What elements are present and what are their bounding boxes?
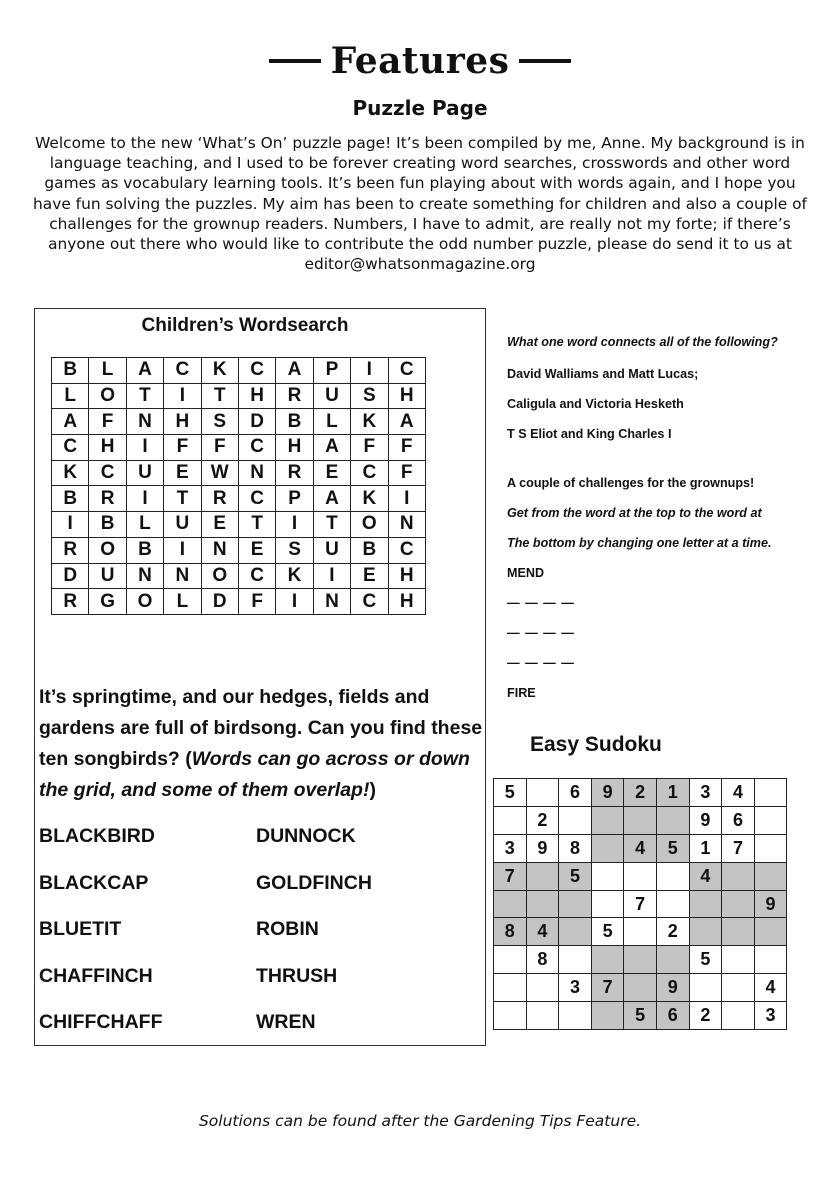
wordsearch-cell[interactable]: C: [238, 486, 275, 512]
wordsearch-cell[interactable]: N: [238, 460, 275, 486]
wordsearch-grid: [51, 357, 426, 615]
wordsearch-cell[interactable]: W: [201, 460, 238, 486]
sudoku-cell[interactable]: [494, 1002, 527, 1030]
sudoku-cell[interactable]: [754, 862, 787, 890]
wordsearch-cell[interactable]: H: [276, 435, 313, 461]
bird-name: DUNNOCK: [256, 825, 356, 847]
wordsearch-cell[interactable]: I: [276, 512, 313, 538]
bird-name: BLUETIT: [39, 918, 122, 940]
wordsearch-cell[interactable]: K: [52, 460, 89, 486]
wordsearch-cell[interactable]: R: [276, 383, 313, 409]
sudoku-cell[interactable]: 4: [754, 974, 787, 1002]
wordsearch-cell[interactable]: N: [126, 563, 163, 589]
sudoku-cell[interactable]: 4: [526, 918, 559, 946]
sudoku-title: Easy Sudoku: [530, 733, 662, 756]
wordsearch-cell[interactable]: B: [52, 358, 89, 384]
wordsearch-cell[interactable]: B: [351, 537, 388, 563]
wordsearch-cell[interactable]: R: [276, 460, 313, 486]
wordsearch-cell[interactable]: C: [388, 537, 425, 563]
sudoku-cell[interactable]: [722, 862, 755, 890]
page-subtitle: Puzzle Page: [352, 96, 488, 120]
wordsearch-cell[interactable]: P: [276, 486, 313, 512]
wordsearch-cell[interactable]: F: [388, 460, 425, 486]
sudoku-row: [494, 862, 787, 890]
instructions-italic: Words can go across or down the grid, and some of them overlap!: [39, 748, 470, 801]
wordsearch-cell[interactable]: F: [201, 435, 238, 461]
sudoku-cell[interactable]: 5: [494, 779, 527, 807]
wordsearch-cell[interactable]: C: [351, 589, 388, 615]
wordsearch-cell[interactable]: I: [126, 486, 163, 512]
ladder-end-word: FIRE: [507, 686, 536, 700]
wordsearch-cell[interactable]: C: [238, 358, 275, 384]
wordsearch-cell[interactable]: E: [238, 537, 275, 563]
sudoku-cell[interactable]: [656, 862, 689, 890]
intro-paragraph: Welcome to the new ‘What’s On’ puzzle page! It’s been compiled by me, Anne. My background is in language teaching, and I used to be forever creating word searches, crosswords and other word games as vocabulary learning tools. It’s been fun playing about with words again, and I hope you have fun solving the puzzles. My aim has been to create something for children and also a couple of challenges for the grownup readers. Numbers, I have to admit, are really not my forte; if there’s anyone out there who would like to contribute the odd number puzzle, please do send it to us at editor@whatsonmagazine.org: [33, 134, 807, 274]
wordsearch-cell[interactable]: N: [388, 512, 425, 538]
ladder-heading: A couple of challenges for the grownups!: [507, 476, 755, 490]
title-rule-right: [519, 59, 571, 63]
wordsearch-cell[interactable]: A: [126, 358, 163, 384]
title-rule-left: [269, 59, 321, 63]
sudoku-cell[interactable]: 9: [591, 779, 624, 807]
wordsearch-row: [52, 460, 426, 486]
wordsearch-cell[interactable]: U: [126, 460, 163, 486]
wordsearch-instructions: [39, 682, 485, 806]
sudoku-cell[interactable]: 2: [656, 918, 689, 946]
wordsearch-cell[interactable]: C: [89, 460, 126, 486]
sudoku-cell[interactable]: [624, 862, 657, 890]
wordsearch-cell[interactable]: N: [201, 537, 238, 563]
wordsearch-cell[interactable]: U: [313, 383, 350, 409]
sudoku-cell[interactable]: 7: [494, 862, 527, 890]
sudoku-cell[interactable]: [722, 974, 755, 1002]
wordsearch-cell[interactable]: C: [238, 435, 275, 461]
wordsearch-row: [52, 512, 426, 538]
sudoku-cell[interactable]: 9: [656, 974, 689, 1002]
sudoku-cell[interactable]: 5: [689, 946, 722, 974]
sudoku-cell[interactable]: [494, 890, 527, 918]
sudoku-cell[interactable]: [754, 946, 787, 974]
sudoku-cell[interactable]: [689, 890, 722, 918]
footer-note: Solutions can be found after the Gardening Tips Feature.: [198, 1112, 642, 1130]
wordsearch-cell[interactable]: T: [201, 383, 238, 409]
ladder-blank: — — — —: [507, 656, 575, 670]
ladder-instruction: Get from the word at the top to the word at: [507, 506, 762, 520]
wordsearch-cell[interactable]: G: [89, 589, 126, 615]
wordsearch-cell[interactable]: U: [89, 563, 126, 589]
wordsearch-cell[interactable]: T: [313, 512, 350, 538]
sudoku-row: [494, 946, 787, 974]
wordsearch-cell[interactable]: I: [351, 358, 388, 384]
sudoku-grid: [493, 778, 787, 1030]
wordsearch-cell[interactable]: F: [164, 435, 201, 461]
wordsearch-cell[interactable]: K: [276, 563, 313, 589]
wordsearch-cell[interactable]: I: [313, 563, 350, 589]
wordsearch-cell[interactable]: N: [313, 589, 350, 615]
wordsearch-cell[interactable]: I: [164, 537, 201, 563]
sudoku-cell[interactable]: [624, 974, 657, 1002]
bird-name: GOLDFINCH: [256, 871, 372, 894]
sudoku-cell[interactable]: [526, 890, 559, 918]
wordsearch-cell[interactable]: A: [276, 358, 313, 384]
wordsearch-cell[interactable]: H: [238, 383, 275, 409]
wordsearch-cell[interactable]: D: [238, 409, 275, 435]
bird-name: THRUSH: [256, 964, 338, 987]
sudoku-cell[interactable]: 4: [689, 862, 722, 890]
wordsearch-cell[interactable]: C: [351, 460, 388, 486]
section-title: [269, 40, 572, 82]
connections-item: T S Eliot and King Charles I: [507, 427, 672, 441]
wordsearch-cell[interactable]: T: [238, 512, 275, 538]
wordsearch-row: [52, 435, 426, 461]
sudoku-cell[interactable]: [591, 862, 624, 890]
wordsearch-cell[interactable]: A: [313, 486, 350, 512]
sudoku-cell[interactable]: [591, 806, 624, 834]
sudoku-cell[interactable]: 3: [689, 779, 722, 807]
instructions-text: It’s springtime, and our hedges, fields and gardens are full of birdsong. Can you find these ten songbirds? (: [39, 686, 483, 770]
sudoku-cell[interactable]: 1: [689, 834, 722, 862]
ladder-blank: — — — —: [507, 596, 575, 610]
wordsearch-cell[interactable]: S: [351, 383, 388, 409]
sudoku-cell[interactable]: 5: [591, 918, 624, 946]
sudoku-cell[interactable]: 7: [591, 974, 624, 1002]
sudoku-cell[interactable]: 6: [722, 806, 755, 834]
sudoku-cell[interactable]: [591, 890, 624, 918]
wordsearch-cell[interactable]: K: [351, 409, 388, 435]
sudoku-cell[interactable]: 1: [656, 779, 689, 807]
wordsearch-cell[interactable]: D: [201, 589, 238, 615]
sudoku-cell[interactable]: [494, 974, 527, 1002]
ladder-blank: — — — —: [507, 626, 575, 640]
wordsearch-row: [52, 563, 426, 589]
sudoku-cell[interactable]: [754, 779, 787, 807]
sudoku-cell[interactable]: 7: [624, 890, 657, 918]
page-header: [0, 40, 840, 120]
sudoku-cell[interactable]: 6: [656, 1002, 689, 1030]
sudoku-cell[interactable]: 8: [526, 946, 559, 974]
sudoku-row: [494, 974, 787, 1002]
ladder-instruction: The bottom by changing one letter at a time.: [507, 536, 772, 550]
wordsearch-row: [52, 537, 426, 563]
wordsearch-row: [52, 486, 426, 512]
wordsearch-cell[interactable]: U: [164, 512, 201, 538]
wordsearch-title: Children’s Wordsearch: [141, 315, 349, 336]
sudoku-cell[interactable]: [624, 918, 657, 946]
sudoku-cell[interactable]: [591, 834, 624, 862]
wordsearch-cell[interactable]: I: [52, 512, 89, 538]
wordsearch-cell[interactable]: C: [388, 358, 425, 384]
sudoku-cell[interactable]: 2: [689, 1002, 722, 1030]
wordsearch-cell[interactable]: A: [52, 409, 89, 435]
wordsearch-cell[interactable]: E: [313, 460, 350, 486]
sudoku-cell[interactable]: [656, 890, 689, 918]
wordsearch-cell[interactable]: E: [351, 563, 388, 589]
sudoku-cell[interactable]: [722, 890, 755, 918]
sudoku-cell[interactable]: 5: [559, 862, 592, 890]
sudoku-cell[interactable]: [754, 918, 787, 946]
wordsearch-cell[interactable]: T: [126, 383, 163, 409]
wordsearch-cell[interactable]: F: [351, 435, 388, 461]
sudoku-row: [494, 890, 787, 918]
wordsearch-cell[interactable]: T: [164, 486, 201, 512]
wordsearch-cell[interactable]: E: [164, 460, 201, 486]
wordsearch-row: [52, 358, 426, 384]
sudoku-cell[interactable]: [526, 779, 559, 807]
wordsearch-cell[interactable]: I: [164, 383, 201, 409]
bird-name: BLACKCAP: [39, 871, 149, 894]
wordsearch-cell[interactable]: B: [89, 512, 126, 538]
sudoku-cell[interactable]: [656, 946, 689, 974]
wordsearch-cell[interactable]: I: [276, 589, 313, 615]
bird-name: CHIFFCHAFF: [39, 1011, 163, 1033]
sudoku-row: [494, 834, 787, 862]
wordsearch-cell[interactable]: N: [164, 563, 201, 589]
sudoku-cell[interactable]: 5: [656, 834, 689, 862]
sudoku-cell[interactable]: [559, 946, 592, 974]
wordsearch-cell[interactable]: K: [351, 486, 388, 512]
wordsearch-cell[interactable]: B: [126, 537, 163, 563]
bird-name: BLACKBIRD: [39, 825, 155, 847]
wordsearch-cell[interactable]: H: [388, 589, 425, 615]
wordsearch-cell[interactable]: O: [89, 383, 126, 409]
wordsearch-cell[interactable]: I: [126, 435, 163, 461]
wordsearch-cell[interactable]: D: [52, 563, 89, 589]
sudoku-cell[interactable]: [559, 890, 592, 918]
sudoku-cell[interactable]: 8: [559, 834, 592, 862]
wordsearch-cell[interactable]: R: [52, 537, 89, 563]
sudoku-cell[interactable]: [526, 862, 559, 890]
wordsearch-cell[interactable]: L: [89, 358, 126, 384]
sudoku-cell[interactable]: [722, 1002, 755, 1030]
wordsearch-cell[interactable]: L: [126, 512, 163, 538]
wordsearch-cell[interactable]: L: [52, 383, 89, 409]
wordsearch-cell[interactable]: S: [201, 409, 238, 435]
sudoku-cell[interactable]: [559, 806, 592, 834]
bird-name: CHAFFINCH: [39, 964, 153, 987]
wordsearch-cell[interactable]: H: [388, 563, 425, 589]
wordsearch-cell[interactable]: R: [89, 486, 126, 512]
bird-name: ROBIN: [256, 918, 319, 940]
wordsearch-cell[interactable]: F: [89, 409, 126, 435]
bird-name: WREN: [256, 1011, 316, 1033]
sudoku-row: [494, 779, 787, 807]
sudoku-cell[interactable]: [624, 946, 657, 974]
wordsearch-cell[interactable]: B: [52, 486, 89, 512]
sudoku-row: [494, 806, 787, 834]
sudoku-cell[interactable]: [526, 974, 559, 1002]
connections-question: What one word connects all of the following?: [507, 335, 778, 349]
wordsearch-cell[interactable]: H: [164, 409, 201, 435]
sudoku-cell[interactable]: [689, 918, 722, 946]
wordsearch-cell[interactable]: A: [313, 435, 350, 461]
sudoku-cell[interactable]: [591, 946, 624, 974]
wordsearch-cell[interactable]: H: [89, 435, 126, 461]
sudoku-row: [494, 1002, 787, 1030]
sudoku-cell[interactable]: [494, 806, 527, 834]
sudoku-row: [494, 918, 787, 946]
wordsearch-cell[interactable]: P: [313, 358, 350, 384]
wordsearch-cell[interactable]: C: [238, 563, 275, 589]
wordsearch-cell[interactable]: B: [276, 409, 313, 435]
wordsearch-cell[interactable]: L: [164, 589, 201, 615]
wordsearch-panel: [34, 308, 486, 1046]
sudoku-cell[interactable]: [591, 1002, 624, 1030]
sudoku-cell[interactable]: 9: [689, 806, 722, 834]
sudoku-cell[interactable]: [624, 806, 657, 834]
wordsearch-cell[interactable]: O: [89, 537, 126, 563]
sudoku-cell[interactable]: 9: [754, 890, 787, 918]
sudoku-cell[interactable]: [722, 918, 755, 946]
instructions-end: ): [369, 779, 376, 801]
wordsearch-cell[interactable]: H: [388, 383, 425, 409]
wordsearch-cell[interactable]: F: [238, 589, 275, 615]
connections-item: Caligula and Victoria Hesketh: [507, 397, 684, 411]
sudoku-cell[interactable]: 6: [559, 779, 592, 807]
section-title-text: Features: [330, 40, 510, 82]
wordsearch-cell[interactable]: R: [201, 486, 238, 512]
connections-item: David Walliams and Matt Lucas;: [507, 367, 699, 381]
wordsearch-cell[interactable]: S: [276, 537, 313, 563]
sudoku-cell[interactable]: [722, 946, 755, 974]
sudoku-cell[interactable]: 3: [754, 1002, 787, 1030]
sudoku-cell[interactable]: 8: [494, 918, 527, 946]
sudoku-cell[interactable]: 7: [722, 834, 755, 862]
sudoku-cell[interactable]: [656, 806, 689, 834]
wordsearch-cell[interactable]: R: [52, 589, 89, 615]
sudoku-cell[interactable]: [689, 974, 722, 1002]
wordsearch-cell[interactable]: C: [164, 358, 201, 384]
wordsearch-row: [52, 589, 426, 615]
sudoku-cell[interactable]: 4: [624, 834, 657, 862]
wordsearch-row: [52, 409, 426, 435]
sudoku-cell[interactable]: [494, 946, 527, 974]
wordsearch-cell[interactable]: O: [126, 589, 163, 615]
wordsearch-cell[interactable]: O: [201, 563, 238, 589]
sudoku-cell[interactable]: [754, 834, 787, 862]
sudoku-cell[interactable]: [559, 918, 592, 946]
sudoku-cell[interactable]: 2: [624, 779, 657, 807]
sudoku-cell[interactable]: 2: [526, 806, 559, 834]
wordsearch-cell[interactable]: N: [126, 409, 163, 435]
sudoku-cell[interactable]: 5: [624, 1002, 657, 1030]
wordsearch-cell[interactable]: L: [313, 409, 350, 435]
wordsearch-cell[interactable]: O: [351, 512, 388, 538]
wordsearch-cell[interactable]: C: [52, 435, 89, 461]
sudoku-cell[interactable]: [559, 1002, 592, 1030]
wordsearch-row: [52, 383, 426, 409]
wordsearch-cell[interactable]: F: [388, 435, 425, 461]
sudoku-cell[interactable]: [754, 806, 787, 834]
ladder-start-word: MEND: [507, 566, 545, 580]
sudoku-cell[interactable]: 3: [559, 974, 592, 1002]
sudoku-cell[interactable]: 4: [722, 779, 755, 807]
wordsearch-cell[interactable]: K: [201, 358, 238, 384]
wordsearch-cell[interactable]: U: [313, 537, 350, 563]
sudoku-cell[interactable]: 3: [494, 834, 527, 862]
wordsearch-cell[interactable]: I: [388, 486, 425, 512]
sudoku-cell[interactable]: 9: [526, 834, 559, 862]
sudoku-cell[interactable]: [526, 1002, 559, 1030]
wordsearch-cell[interactable]: E: [201, 512, 238, 538]
wordsearch-cell[interactable]: A: [388, 409, 425, 435]
